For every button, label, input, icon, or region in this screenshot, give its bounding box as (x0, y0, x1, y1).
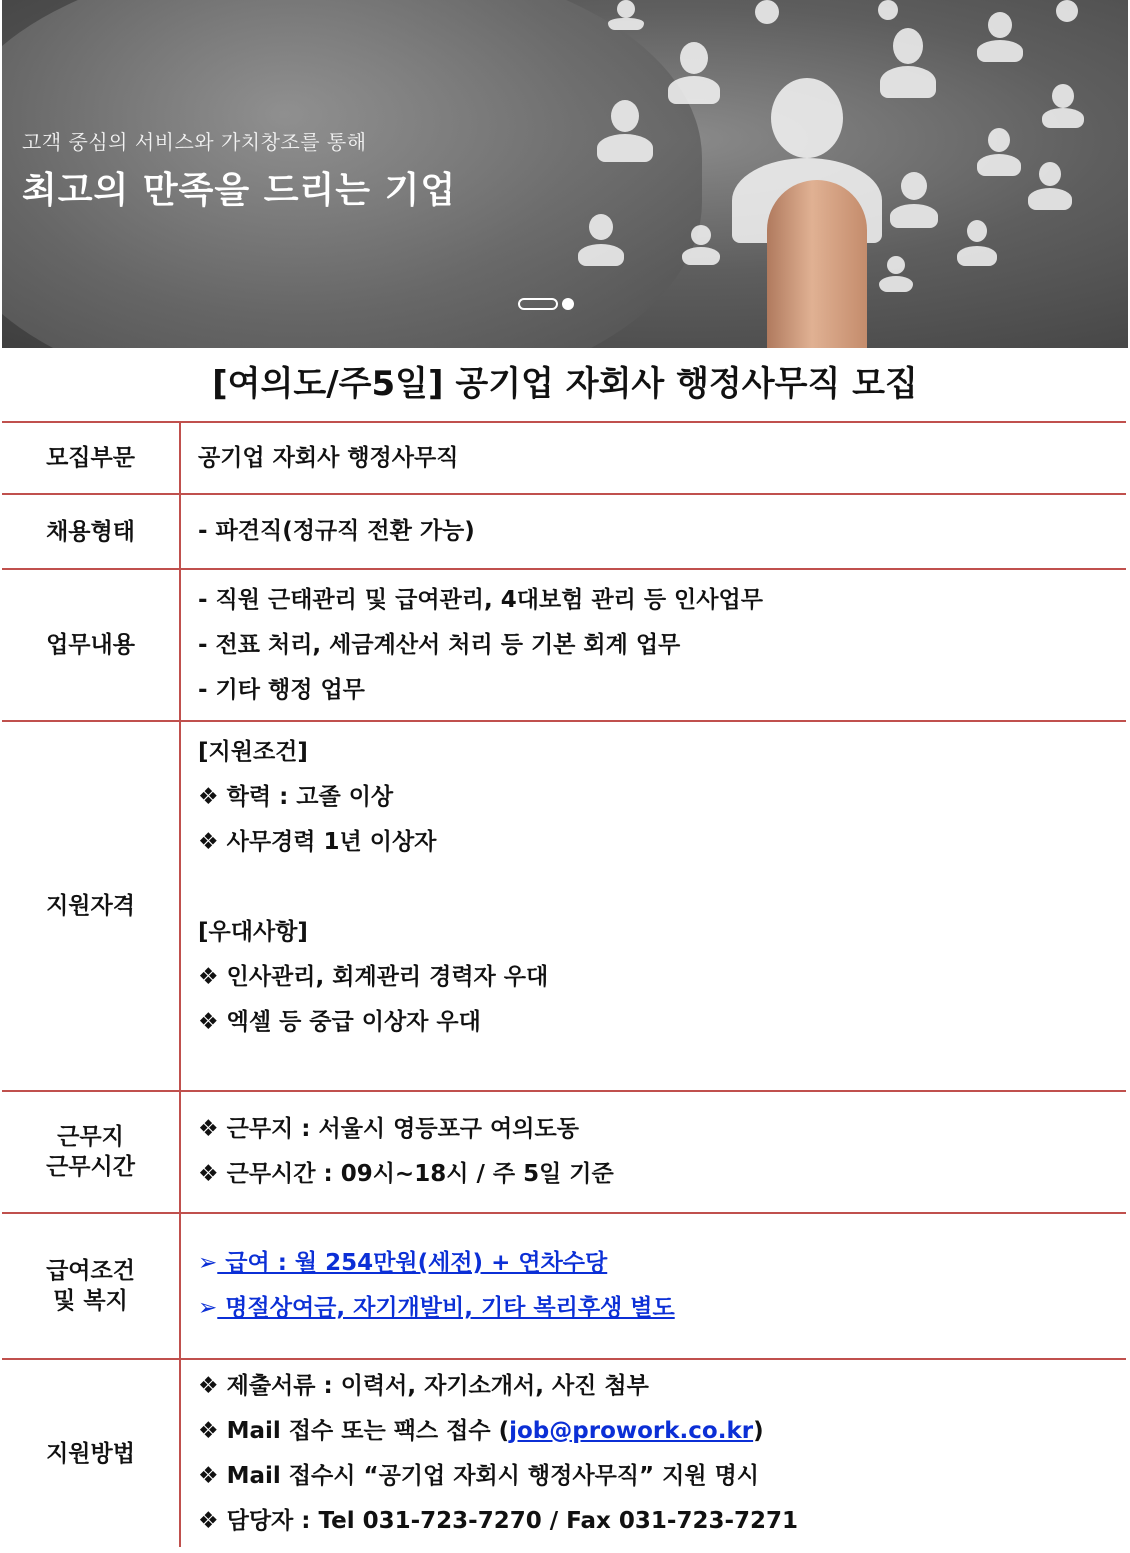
table-row (2, 721, 1126, 1091)
benefit-line (198, 1286, 1126, 1331)
row-label: 지원자격 (2, 721, 180, 1091)
content-line: ❖ 제출서류 : 이력서, 자기소개서, 사진 첨부 (198, 1372, 649, 1399)
row-label: 채용형태 (2, 494, 180, 569)
email-link[interactable]: job@prowork.co.kr (509, 1417, 754, 1444)
carousel-dot[interactable] (562, 298, 574, 310)
person-icon (1047, 0, 1087, 34)
content-line: [지원조건] (198, 739, 308, 765)
table-row (2, 1213, 1126, 1359)
content-line: ❖ 근무지 : 서울시 영등포구 여의도동 (198, 1116, 579, 1142)
row-label-line: 및 복지 (53, 1288, 128, 1314)
person-icon (890, 172, 938, 228)
content-line: - 기타 행정 업무 (198, 676, 365, 703)
person-icon (880, 28, 936, 98)
person-icon (668, 42, 720, 104)
content-line (198, 1409, 1126, 1454)
salary-link[interactable]: 급여 : 월 254만원(세전) + 연차수당 (217, 1250, 608, 1276)
content-line: - 전표 처리, 세금계산서 처리 등 기본 회계 업무 (198, 631, 681, 658)
benefit-line (198, 1241, 1126, 1286)
content-line: ❖ 인사관리, 회계관리 경력자 우대 (198, 964, 549, 990)
content-line: - 파견직(정규직 전환 가능) (198, 518, 475, 544)
row-content (180, 1359, 1126, 1547)
row-label (2, 1213, 180, 1359)
row-label (2, 1091, 180, 1213)
mail-suffix: ) (753, 1417, 764, 1444)
content-line: ❖ 엑셀 등 중급 이상자 우대 (198, 1009, 481, 1035)
person-icon (957, 220, 997, 266)
person-icon (977, 128, 1021, 176)
row-label-line: 근무시간 (46, 1154, 135, 1180)
person-icon (1042, 84, 1084, 128)
finger-image (767, 180, 867, 348)
content-line: ❖ 사무경력 1년 이상자 (198, 829, 437, 855)
person-icon (608, 0, 644, 30)
row-content (180, 569, 1126, 721)
carousel-dot-active[interactable] (518, 298, 558, 310)
mail-prefix: ❖ Mail 접수 또는 팩스 접수 ( (198, 1417, 510, 1444)
row-label: 모집부문 (2, 422, 180, 494)
row-content (180, 422, 1126, 494)
row-content (180, 494, 1126, 569)
content-line: 공기업 자회사 행정사무직 (198, 444, 459, 471)
banner-subtitle: 고객 중심의 서비스와 가치창조를 통해 (22, 130, 367, 154)
table-row (2, 422, 1126, 494)
person-icon (597, 100, 653, 162)
row-content (180, 1091, 1126, 1213)
table-row (2, 1091, 1126, 1213)
content-line: ❖ 학력 : 고졸 이상 (198, 784, 394, 810)
person-icon (868, 0, 908, 22)
content-line: ❖ Mail 접수시 “공기업 자회시 행정사무직” 지원 명시 (198, 1462, 760, 1489)
person-icon (682, 225, 720, 265)
row-label: 지원방법 (2, 1359, 180, 1547)
welfare-link[interactable]: 명절상여금, 자기개발비, 기타 복리후생 별도 (217, 1295, 675, 1321)
person-icon (879, 256, 913, 292)
row-label-line: 급여조건 (46, 1258, 135, 1284)
job-info-table (2, 421, 1126, 1547)
carousel-indicator (518, 298, 574, 310)
arrow-icon: ➢ (198, 1295, 218, 1321)
table-row (2, 494, 1126, 569)
arrow-icon: ➢ (198, 1250, 218, 1276)
content-line: - 직원 근태관리 및 급여관리, 4대보험 관리 등 인사업무 (198, 586, 763, 613)
banner-headline: 최고의 만족을 드리는 기업 (22, 170, 457, 211)
person-icon (977, 12, 1023, 62)
person-icon (1028, 162, 1072, 210)
hero-banner (2, 0, 1128, 348)
content-line: ❖ 담당자 : Tel 031-723-7270 / Fax 031-723-7271 (198, 1507, 799, 1534)
content-line: [우대사항] (198, 919, 308, 945)
page-title: [여의도/주5일] 공기업 자회사 행정사무직 모집 (212, 364, 918, 404)
spacer (198, 865, 1126, 910)
row-content (180, 1213, 1126, 1359)
row-content (180, 721, 1126, 1091)
row-label: 업무내용 (2, 569, 180, 721)
row-label-line: 근무지 (57, 1124, 124, 1150)
content-line: ❖ 근무시간 : 09시~18시 / 주 5일 기준 (198, 1161, 614, 1187)
table-row (2, 569, 1126, 721)
person-icon (742, 0, 792, 30)
person-icon (578, 214, 624, 266)
table-row (2, 1359, 1126, 1547)
